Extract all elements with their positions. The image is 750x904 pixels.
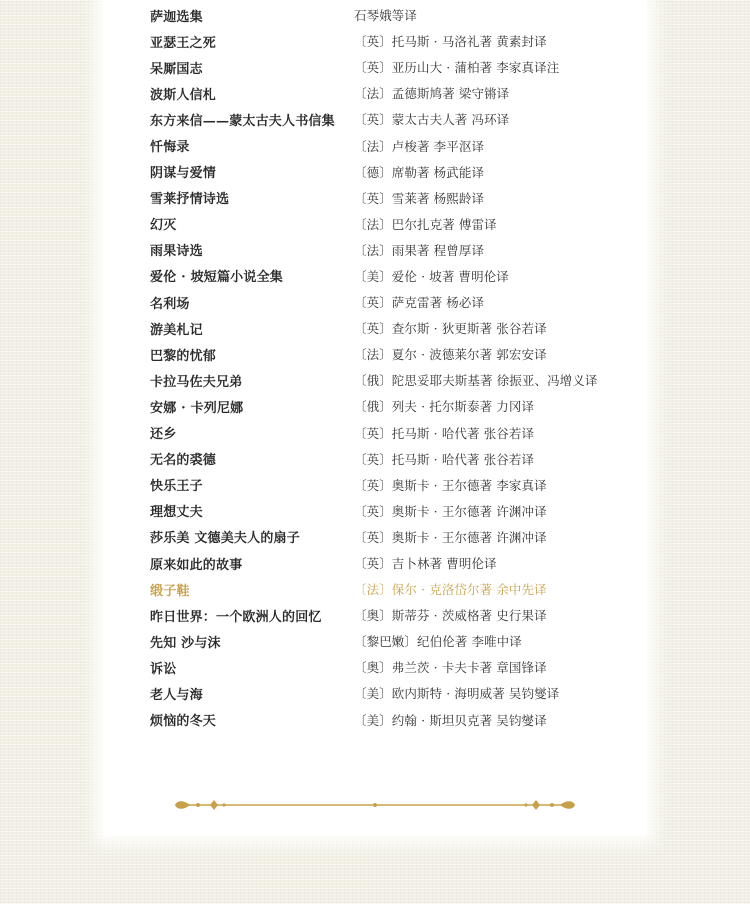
book-author-translator: 〔英〕萨克雷著 杨必译 xyxy=(354,295,485,311)
book-row xyxy=(150,54,597,80)
book-row xyxy=(150,80,597,106)
book-title: 莎乐美 文德美夫人的扇子 xyxy=(150,531,300,547)
book-title: 昨日世界：一个欧洲人的回忆 xyxy=(150,609,322,625)
book-row xyxy=(150,420,597,446)
book-row xyxy=(150,132,597,158)
book-author-translator: 〔英〕吉卜林著 曹明伦译 xyxy=(354,556,497,572)
book-author-translator: 〔法〕孟德斯鸠著 梁守锵译 xyxy=(354,86,510,102)
book-author-translator: 〔奥〕斯蒂芬 · 茨威格著 史行果译 xyxy=(354,608,547,624)
book-row xyxy=(150,28,597,54)
book-row xyxy=(150,185,597,211)
book-title: 巴黎的忧郁 xyxy=(150,348,217,364)
book-author-translator: 〔法〕保尔 · 克洛岱尔著 余中先译 xyxy=(354,582,547,598)
book-row xyxy=(150,367,597,393)
book-title: 无名的裘德 xyxy=(150,453,217,469)
book-row xyxy=(150,602,597,628)
book-row xyxy=(150,707,597,733)
decorative-flourish-divider-icon xyxy=(174,796,576,814)
book-title: 还乡 xyxy=(150,427,177,443)
book-author-translator: 〔英〕亚历山大 · 蒲柏著 李家真译注 xyxy=(354,60,560,76)
book-title: 游美札记 xyxy=(150,322,203,338)
book-list xyxy=(150,2,597,733)
book-row xyxy=(150,680,597,706)
book-row xyxy=(150,237,597,263)
book-author-translator: 〔美〕约翰 · 斯坦贝克著 吴钧燮译 xyxy=(354,712,547,728)
book-author-translator: 〔黎巴嫩〕纪伯伦著 李唯中译 xyxy=(354,634,522,650)
book-author-translator: 〔美〕爱伦 · 坡著 曹明伦译 xyxy=(354,268,509,284)
book-author-translator: 〔美〕欧内斯特 · 海明威著 吴钧燮译 xyxy=(354,686,560,702)
book-title: 阴谋与爱情 xyxy=(150,166,217,182)
book-title: 诉讼 xyxy=(150,661,177,677)
book-author-translator: 〔奥〕弗兰茨 · 卡夫卡著 章国锋译 xyxy=(354,660,547,676)
book-author-translator: 〔英〕蒙太古夫人著 冯环译 xyxy=(354,112,510,128)
book-author-translator: 〔俄〕陀思妥耶夫斯基著 徐振亚、冯增义译 xyxy=(354,373,598,389)
book-author-translator: 石琴娥等译 xyxy=(354,8,418,24)
book-title: 呆厮国志 xyxy=(150,61,203,77)
book-title: 忏悔录 xyxy=(150,140,190,156)
book-author-translator: 〔法〕夏尔 · 波德莱尔著 郭宏安译 xyxy=(354,347,547,363)
book-row xyxy=(150,550,597,576)
book-row xyxy=(150,315,597,341)
book-title: 缎子鞋 xyxy=(150,583,190,599)
book-row xyxy=(150,159,597,185)
book-author-translator: 〔英〕奥斯卡 · 王尔德著 李家真译 xyxy=(354,477,547,493)
book-row xyxy=(150,211,597,237)
book-title: 雪莱抒情诗选 xyxy=(150,192,230,208)
book-author-translator: 〔法〕巴尔扎克著 傅雷译 xyxy=(354,216,497,232)
book-row xyxy=(150,446,597,472)
book-title: 卡拉马佐夫兄弟 xyxy=(150,374,243,390)
book-row xyxy=(150,393,597,419)
book-row xyxy=(150,472,597,498)
book-title: 雨果诗选 xyxy=(150,244,203,260)
book-title: 先知 沙与沫 xyxy=(150,635,221,651)
book-author-translator: 〔英〕雪莱著 杨熙龄译 xyxy=(354,190,485,206)
book-row xyxy=(150,263,597,289)
book-row xyxy=(150,341,597,367)
book-author-translator: 〔法〕卢梭著 李平沤译 xyxy=(354,138,485,154)
book-row xyxy=(150,2,597,28)
book-row xyxy=(150,498,597,524)
book-author-translator: 〔英〕查尔斯 · 狄更斯著 张谷若译 xyxy=(354,321,547,337)
book-title: 老人与海 xyxy=(150,687,203,703)
book-row xyxy=(150,289,597,315)
book-row xyxy=(150,628,597,654)
book-author-translator: 〔德〕席勒著 杨武能译 xyxy=(354,164,485,180)
book-title: 东方来信——蒙太古夫人书信集 xyxy=(150,113,335,129)
book-author-translator: 〔英〕奥斯卡 · 王尔德著 许渊冲译 xyxy=(354,503,547,519)
book-title: 烦恼的冬天 xyxy=(150,714,217,730)
book-author-translator: 〔英〕托马斯 · 哈代著 张谷若译 xyxy=(354,451,535,467)
book-row xyxy=(150,654,597,680)
book-row xyxy=(150,106,597,132)
book-title: 幻灭 xyxy=(150,218,177,234)
book-title: 理想丈夫 xyxy=(150,505,203,521)
book-title: 爱伦 · 坡短篇小说全集 xyxy=(150,270,283,286)
book-title: 波斯人信札 xyxy=(150,87,217,103)
book-author-translator: 〔法〕雨果著 程曾厚译 xyxy=(354,242,485,258)
book-author-translator: 〔俄〕列夫 · 托尔斯泰著 力冈译 xyxy=(354,399,535,415)
book-author-translator: 〔英〕托马斯 · 马洛礼著 黄素封译 xyxy=(354,34,547,50)
book-title: 名利场 xyxy=(150,296,190,312)
book-row xyxy=(150,576,597,602)
book-title: 原来如此的故事 xyxy=(150,557,243,573)
book-title: 亚瑟王之死 xyxy=(150,35,217,51)
book-row xyxy=(150,524,597,550)
book-author-translator: 〔英〕托马斯 · 哈代著 张谷若译 xyxy=(354,425,535,441)
book-author-translator: 〔英〕奥斯卡 · 王尔德著 许渊冲译 xyxy=(354,529,547,545)
book-title: 快乐王子 xyxy=(150,479,203,495)
book-title: 萨迦选集 xyxy=(150,9,203,25)
book-title: 安娜 · 卡列尼娜 xyxy=(150,400,244,416)
